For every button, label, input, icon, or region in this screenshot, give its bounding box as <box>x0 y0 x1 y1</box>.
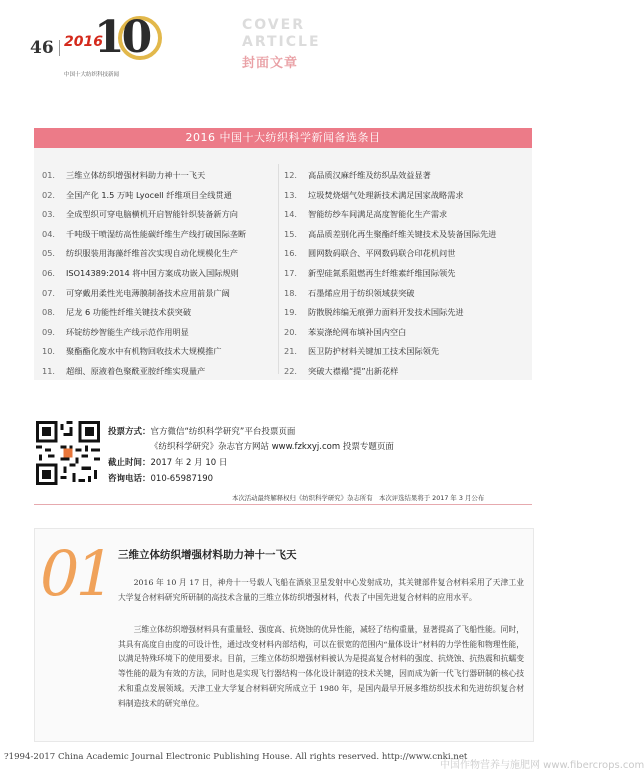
copyright-footer: ?1994-2017 China Academic Journal Electronic Publishing House. All rights reserved. http://www.cnki.net <box>4 752 468 762</box>
item-number: 06. <box>42 267 56 278</box>
list-item <box>284 205 529 225</box>
event-credit-note: 本次活动最终解释权归《纺织科学研究》杂志所有 本次评选结果将于 2017 年 3 月公布 <box>232 494 485 502</box>
item-number: 11. <box>42 365 56 376</box>
item-number: 09. <box>42 326 56 337</box>
item-number: 18. <box>284 287 298 298</box>
list-item <box>42 284 282 304</box>
deadline-line <box>108 456 227 468</box>
item-text: 三维立体纺织增强材料助力神十一飞天 <box>66 170 206 180</box>
list-item <box>42 303 282 323</box>
list-item <box>284 166 529 186</box>
list-item <box>284 264 529 284</box>
logo-numeral: 10 <box>94 12 150 63</box>
list-item <box>284 225 529 245</box>
header-divider <box>59 40 60 56</box>
item-number: 14. <box>284 209 298 220</box>
candidate-list-panel <box>34 128 532 380</box>
qr-code-icon <box>36 421 100 485</box>
article-paragraph-2: 三维立体纺织增强材料具有重量轻、强度高、抗烧蚀的优异性能，减轻了结构重量，显著提高了飞船性能。同时，其具有高度自由度的可设计性，通过改变材料内部结构，可以在很宽的范围内“量体设计”材料的力学性能和物理性能，以满足特殊环境下的使用要求。目前，三维立体纺织增强材料被认为是提高复合材料的强度、抗烧蚀、抗热震和抗蠕变等性能的最为有效的方法，同时也是实现飞行器结构一体化设计制造的技术关键，因而成为新一代飞行器研制的核心技术和重点发展领域。天津工业大学复合材料研究所成立于 1980 年，是国内最早开展多维纺织技术和先进纺织复合材料制造技术的研究单位。 <box>118 625 524 708</box>
list-item <box>42 166 282 186</box>
logo-year: 2016 <box>64 34 103 50</box>
list-item <box>42 186 282 206</box>
item-number: 12. <box>284 170 298 180</box>
item-number: 07. <box>42 287 56 298</box>
candidate-column-left <box>42 166 282 382</box>
site-watermark: 中国作物营养与施肥网 www.fibercrops.com <box>440 760 644 771</box>
list-item <box>284 186 529 206</box>
vote-method-line <box>108 425 295 437</box>
item-number: 05. <box>42 248 56 259</box>
item-text: 高品质差别化再生聚酯纤维关键技术及装备国际先进 <box>308 228 497 239</box>
item-text: 高品质汉麻纤维及纺织品效益显著 <box>308 170 431 180</box>
candidate-column-right <box>284 166 529 382</box>
item-number: 20. <box>284 326 298 337</box>
list-item <box>284 362 529 382</box>
vote-method-text-2: 《纺织科学研究》杂志官方网站 www.fzkxyj.com 投票专题页面 <box>150 442 394 452</box>
list-item <box>284 284 529 304</box>
item-text: 环锭纺纱智能生产线示范作用明显 <box>66 326 189 337</box>
item-text: 圆网数码联合、平网数码联合印花机问世 <box>308 248 456 259</box>
article-number: 01 <box>40 537 111 610</box>
page-number: 46 <box>30 38 54 58</box>
item-text: 全成型织可穿电脑横机开启智能针织装备新方向 <box>66 209 238 220</box>
item-text: 新型硅氮系阻燃再生纤维素纤维国际领先 <box>308 267 456 278</box>
item-number: 19. <box>284 307 298 318</box>
divider-line <box>34 504 532 505</box>
article-title: 三维立体纺织增强材料助力神十一飞天 <box>118 549 297 561</box>
item-number: 17. <box>284 267 298 278</box>
item-number: 01. <box>42 170 56 180</box>
item-number: 16. <box>284 248 298 259</box>
item-text: 医卫防护材料关键加工技术国际领先 <box>308 346 440 357</box>
phone-text: 010-65987190 <box>150 474 214 484</box>
list-item <box>42 323 282 343</box>
list-item <box>284 342 529 362</box>
item-text: 智能纺纱车间满足高度智能化生产需求 <box>308 209 448 220</box>
item-text: 突破大襟褟“提”出新花样 <box>308 365 399 376</box>
item-number: 02. <box>42 189 56 200</box>
deadline-label: 截止时间： <box>108 458 151 468</box>
item-text: 全国产化 1.5 万吨 Lyocell 纤维项目全线贯通 <box>66 189 232 200</box>
anniversary-logo <box>64 12 164 78</box>
item-number: 15. <box>284 228 298 239</box>
item-text: 纺织服装用海藻纤维首次实现自动化规模化生产 <box>66 248 238 259</box>
list-item <box>284 323 529 343</box>
section-label-cn: 封面文章 <box>242 56 299 71</box>
list-item <box>42 205 282 225</box>
item-text: 垃圾焚烧烟气处理新技术满足国家战略需求 <box>308 189 464 200</box>
phone-line <box>108 472 213 484</box>
item-number: 13. <box>284 189 298 200</box>
vote-method-text: 官方微信“纺织科学研究”平台投票页面 <box>150 427 296 437</box>
phone-label: 咨询电话： <box>108 474 151 484</box>
logo-subtitle: 中国十大纺织科技新闻 <box>64 72 120 78</box>
item-text: 可穿戴用柔性光电薄膜制备技术应用前景广阔 <box>66 287 230 298</box>
deadline-text: 2017 年 2 月 10 日 <box>150 458 228 468</box>
item-number: 04. <box>42 228 56 239</box>
article-paragraph-1: 2016 年 10 月 17 日，神舟十一号载人飞船在酒泉卫星发射中心发射成功，其关键部件复合材料采用了天津工业大学复合材料研究所研制的高技术含量的三维立体纺织增强材料，代表了中国先进复合材料的应用水平。 <box>118 578 524 602</box>
list-item <box>42 225 282 245</box>
list-item <box>42 362 282 382</box>
item-text: 超细、原液着色聚酰亚胺纤维实现量产 <box>66 365 206 376</box>
item-text: 千吨级干喷湿纺高性能碳纤维生产线打破国际垄断 <box>66 228 247 239</box>
candidate-list-title: 2016 中国十大纺织科学新闻备选条目 <box>34 128 532 148</box>
item-number: 08. <box>42 307 56 318</box>
list-item <box>284 303 529 323</box>
item-number: 22. <box>284 365 298 376</box>
item-text: 苯炭涤纶网布填补国内空白 <box>308 326 407 337</box>
item-text: ISO14389:2014 将中国方案成功嵌入国际规则 <box>66 267 239 278</box>
item-text: 聚酯酯化废水中有机物回收技术大规模推广 <box>66 346 222 357</box>
item-number: 21. <box>284 346 298 357</box>
item-text: 石墨烯应用于纺织领域获突破 <box>308 287 415 298</box>
section-label-en-2: ARTICLE <box>242 34 321 50</box>
item-text: 防散脱纬编无痕弹力面料开发技术国际先进 <box>308 307 464 318</box>
vote-method-label: 投票方式： <box>108 427 151 437</box>
item-text: 尼龙 6 功能性纤维关键技术获突破 <box>66 307 192 318</box>
item-number: 03. <box>42 209 56 220</box>
list-item <box>42 342 282 362</box>
list-item <box>42 264 282 284</box>
vote-method-line-2 <box>150 440 394 452</box>
list-item <box>284 244 529 264</box>
item-number: 10. <box>42 346 56 357</box>
section-label-en-1: COVER <box>242 17 305 33</box>
list-item <box>42 244 282 264</box>
